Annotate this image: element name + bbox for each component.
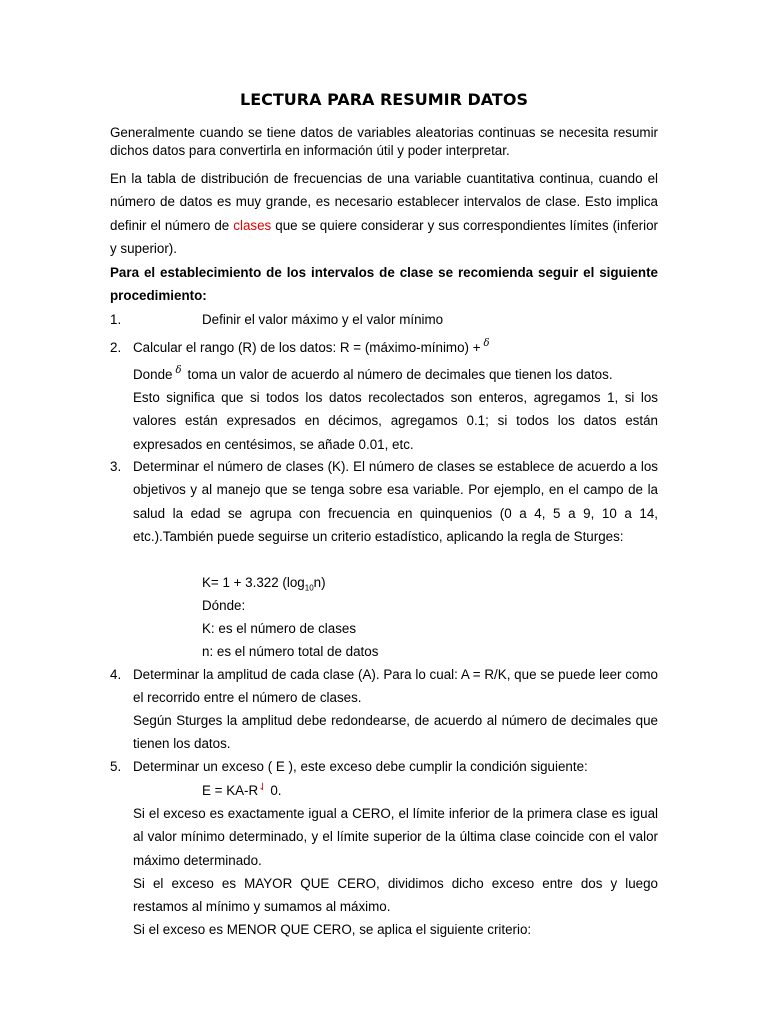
step-5-cero: Si el exceso es exactamente igual a CERO, el límite inferior de la primera clase es igual al valor mínimo determinado, y el límite superior de la última clase coincide con el valor máximo determinado. bbox=[133, 806, 658, 868]
delta-symbol: δ bbox=[483, 338, 490, 349]
step-1-number: 1. bbox=[110, 312, 122, 327]
sturges-formula-sub: 10 bbox=[304, 583, 314, 593]
step-4-number: 4. bbox=[110, 667, 122, 682]
step-2-text: Calcular el rango (R) de los datos: R = (máximo-mínimo) + bbox=[133, 340, 481, 355]
excess-formula-b: 0. bbox=[270, 783, 282, 798]
step-5-text: Determinar un exceso ( E ), este exceso debe cumplir la condición siguiente: bbox=[133, 759, 588, 774]
step-2-explanation: Esto significa que si todos los datos recolectados son enteros, agregamos 1, si los valores están expresados en décimos, agregamos 0.1; si todos los datos están expresados en centésimos, se añade 0.01, etc. bbox=[133, 390, 658, 452]
step-1-text: Definir el valor máximo y el valor mínimo bbox=[202, 312, 444, 327]
paragraph-classes bbox=[110, 167, 658, 261]
excess-formula-a: E = KA-R bbox=[202, 783, 259, 798]
step-3-number: 3. bbox=[110, 459, 122, 474]
step-4-note: Según Sturges la amplitud debe redondearse, de acuerdo al número de decimales que tienen los datos. bbox=[133, 713, 658, 752]
document-title: LECTURA PARA RESUMIR DATOS bbox=[240, 90, 528, 109]
sturges-formula-b: n) bbox=[313, 575, 326, 590]
step-3-donde: Dónde: bbox=[202, 598, 246, 613]
n-definition: n: es el número total de datos bbox=[202, 644, 379, 659]
classes-highlight: clases bbox=[233, 217, 272, 233]
step-2-donde-line bbox=[133, 363, 613, 388]
step-3-text: Determinar el número de clases (K). El número de clases se establece de acuerdo a los objetivos y al manejo que se tenga sobre esa variable. Por ejemplo, en el campo de la salud la edad se agrupa con frecuencia en quinquenios (0 a 4, 5 a 9, 10 a 14, etc.).También puede seguirse un criterio estadístico, aplicando la regla de Sturges: bbox=[133, 459, 658, 545]
step-5-menor: Si el exceso es MENOR QUE CERO, se aplica el siguiente criterio: bbox=[133, 922, 532, 937]
paragraph-classes-text-a: En la tabla de distribución de frecuencias de una variable cuantitativa continua, cuando el número de datos es muy grande, es necesario establecer intervalos de clase. Esto implica definir el número de bbox=[110, 171, 658, 233]
procedure-heading: Para el establecimiento de los intervalos de clase se recomienda seguir el siguiente procedimiento: bbox=[110, 265, 658, 304]
step-2-donde-a: Donde bbox=[133, 367, 173, 382]
step-4-text: Determinar la amplitud de cada clase (A). Para lo cual: A = R/K, que se puede leer como el recorrido entre el número de clases. bbox=[133, 667, 658, 706]
step-5-mayor: Si el exceso es MAYOR QUE CERO, dividimos dicho exceso entre dos y luego restamos al mínimo y sumamos al máximo. bbox=[133, 876, 658, 915]
intro-paragraph: Generalmente cuando se tiene datos de variables aleatorias continuas se necesita resumir dichos datos para convertirla en información útil y poder interpretar. bbox=[110, 125, 658, 158]
delta-symbol-2: δ bbox=[175, 365, 182, 376]
step-5-number: 5. bbox=[110, 759, 122, 774]
sturges-formula-a: K= 1 + 3.322 (log bbox=[202, 575, 305, 590]
excess-symbol: ⇃ bbox=[258, 782, 267, 793]
k-definition: K: es el número de clases bbox=[202, 621, 357, 636]
excess-formula bbox=[202, 779, 281, 804]
step-2-number: 2. bbox=[110, 340, 122, 355]
step-2-donde-b: toma un valor de acuerdo al número de decimales que tienen los datos. bbox=[187, 367, 613, 382]
step-2-line bbox=[133, 336, 496, 361]
paragraph-classes-text-b: que se quiere considerar y sus correspondientes límites (inferior y superior). bbox=[110, 217, 658, 257]
